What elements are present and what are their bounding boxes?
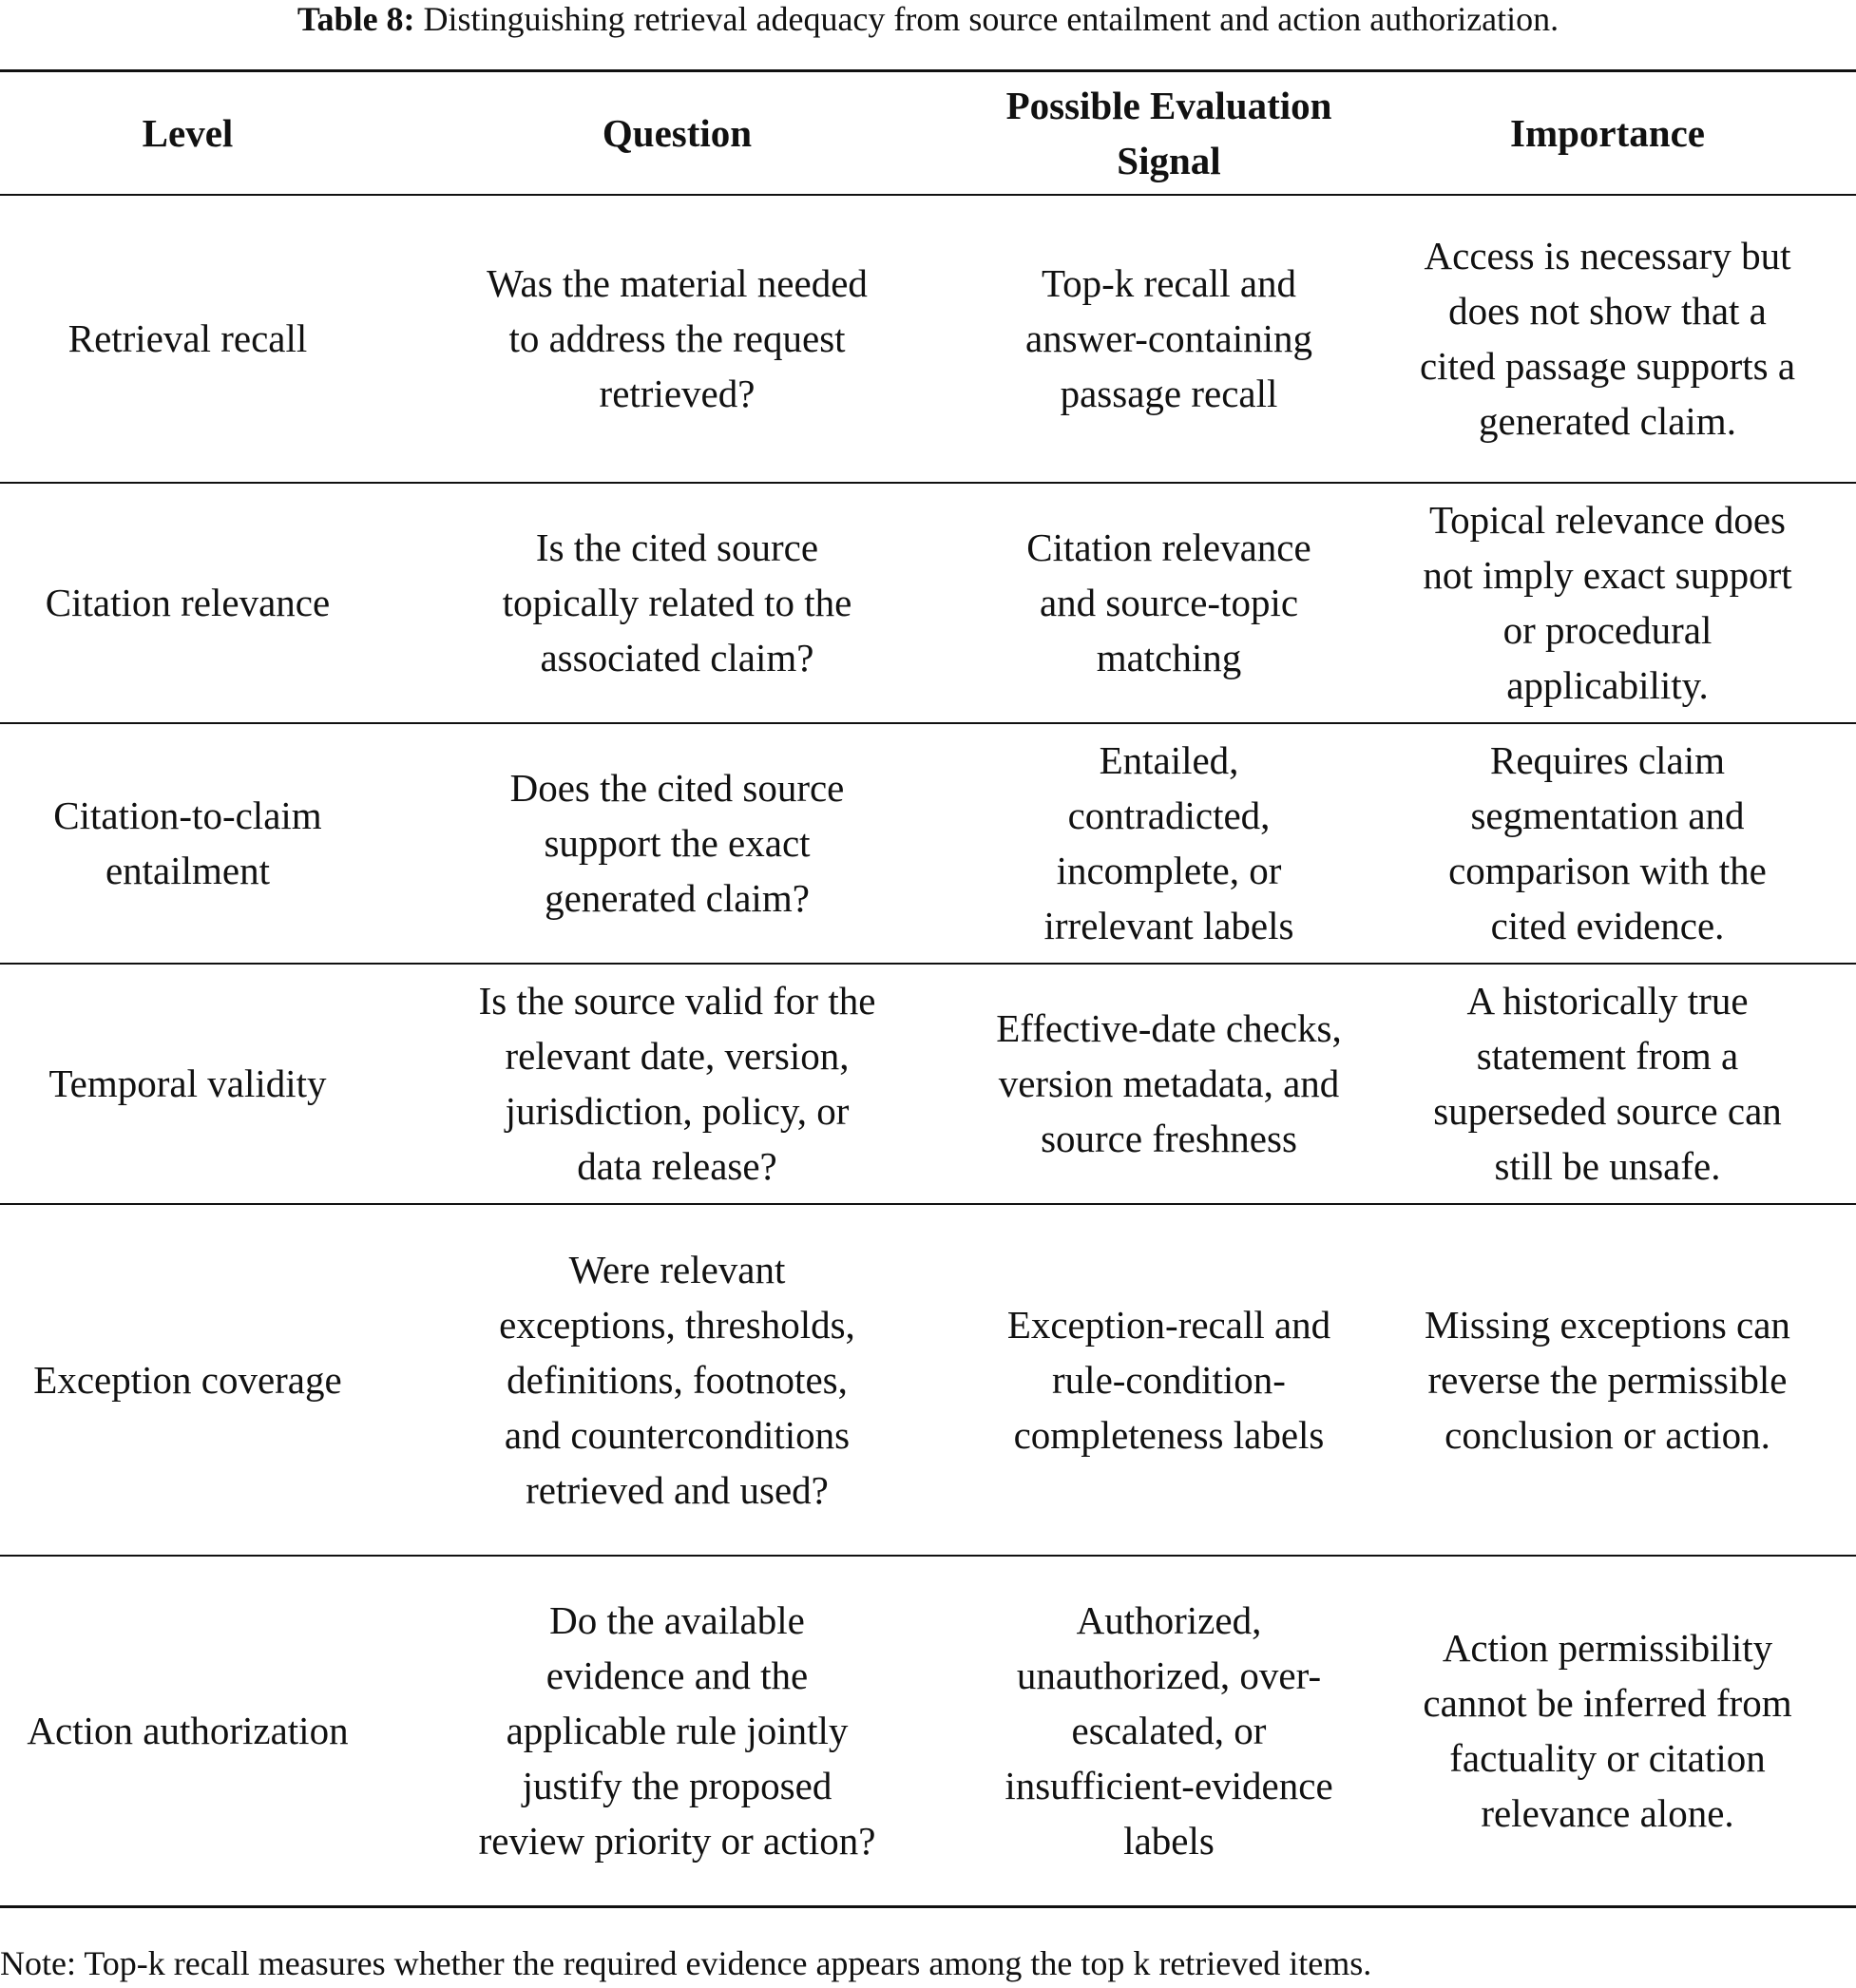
cell-importance <box>1359 1204 1856 1556</box>
cell-level <box>0 723 375 964</box>
cell-question <box>375 723 979 964</box>
table-row <box>0 723 1856 964</box>
table-row <box>0 483 1856 723</box>
cell-importance <box>1359 964 1856 1204</box>
cell-importance-text: Action permissibility cannot be inferred from factuality or citation relevance alone. <box>1423 1626 1792 1836</box>
cell-signal-text: Exception-recall and rule-condition-completeness labels <box>1006 1302 1331 1457</box>
cell-signal-text: Authorized, unauthorized, over-escalated, or insufficient-evidence labels <box>1005 1598 1333 1864</box>
cell-signal <box>979 1204 1359 1556</box>
table-body <box>0 195 1856 1907</box>
cell-signal-text: Entailed, contradicted, incomplete, or irrelevant labels <box>1043 738 1294 947</box>
cell-importance-text: Topical relevance does not imply exact support or procedural applicability. <box>1423 498 1792 707</box>
cell-signal <box>979 195 1359 483</box>
cell-signal <box>979 483 1359 723</box>
table-caption-text: Distinguishing retrieval adequacy from source entailment and action authorization. <box>423 0 1559 38</box>
cell-level <box>0 964 375 1204</box>
header-importance: Importance <box>1510 110 1705 155</box>
cell-importance <box>1359 1556 1856 1907</box>
cell-question-text: Was the material needed to address the request retrieved? <box>487 261 868 415</box>
cell-question <box>375 1556 979 1907</box>
cell-importance <box>1359 723 1856 964</box>
cell-importance-text: Requires claim segmentation and comparison with the cited evidence. <box>1448 738 1767 947</box>
cell-signal <box>979 723 1359 964</box>
cell-question <box>375 1204 979 1556</box>
header-row <box>0 71 1856 195</box>
cell-level-text: Citation relevance <box>45 581 331 624</box>
cell-importance-text: A historically true statement from a superseded source can still be unsafe. <box>1433 979 1782 1188</box>
cell-question <box>375 964 979 1204</box>
table-note: Note: Top-k recall measures whether the required evidence appears among the top k retrieved items. <box>0 1944 1372 1982</box>
cell-question-text: Were relevant exceptions, thresholds, definitions, footnotes, and counterconditions retrieved and used? <box>499 1247 855 1512</box>
cell-level <box>0 483 375 723</box>
cell-question-text: Do the available evidence and the applicable rule jointly justify the proposed review priority or action? <box>478 1598 876 1864</box>
table-row <box>0 195 1856 483</box>
cell-level-text: Citation-to-claim entailment <box>53 793 322 892</box>
header-evaluation-signal <box>979 71 1359 195</box>
header-level: Level <box>142 110 234 155</box>
cell-level-text: Action authorization <box>27 1709 349 1753</box>
cell-importance <box>1359 195 1856 483</box>
header-question: Question <box>602 110 753 155</box>
table-caption <box>0 0 1856 38</box>
header-evaluation-signal-text: Possible Evaluation Signal <box>1005 83 1332 182</box>
cell-level-text: Temporal validity <box>48 1061 327 1105</box>
cell-importance <box>1359 483 1856 723</box>
cell-level <box>0 195 375 483</box>
cell-level <box>0 1556 375 1907</box>
cell-question <box>375 195 979 483</box>
cell-level <box>0 1204 375 1556</box>
cell-question-text: Is the source valid for the relevant date, version, jurisdiction, policy, or data release? <box>478 979 876 1188</box>
cell-level-text: Exception coverage <box>33 1357 342 1402</box>
cell-question <box>375 483 979 723</box>
cell-importance-text: Access is necessary but does not show that a cited passage supports a generated claim. <box>1419 234 1796 443</box>
evaluation-levels-table <box>0 69 1856 1908</box>
cell-signal <box>979 964 1359 1204</box>
table-row <box>0 1204 1856 1556</box>
cell-signal-text: Top-k recall and answer-containing passage recall <box>1024 261 1312 415</box>
table-header <box>0 71 1856 195</box>
table-row <box>0 964 1856 1204</box>
cell-question-text: Does the cited source support the exact generated claim? <box>509 766 845 920</box>
cell-question-text: Is the cited source topically related to the associated claim? <box>502 526 852 679</box>
table-row <box>0 1556 1856 1907</box>
cell-signal <box>979 1556 1359 1907</box>
table-caption-label: Table 8: <box>297 0 415 38</box>
cell-importance-text: Missing exceptions can reverse the permissible conclusion or action. <box>1425 1302 1790 1457</box>
cell-signal-text: Effective-date checks, version metadata, and source freshness <box>996 1006 1342 1160</box>
cell-level-text: Retrieval recall <box>67 316 308 360</box>
cell-signal-text: Citation relevance and source-topic matching <box>1026 526 1311 679</box>
